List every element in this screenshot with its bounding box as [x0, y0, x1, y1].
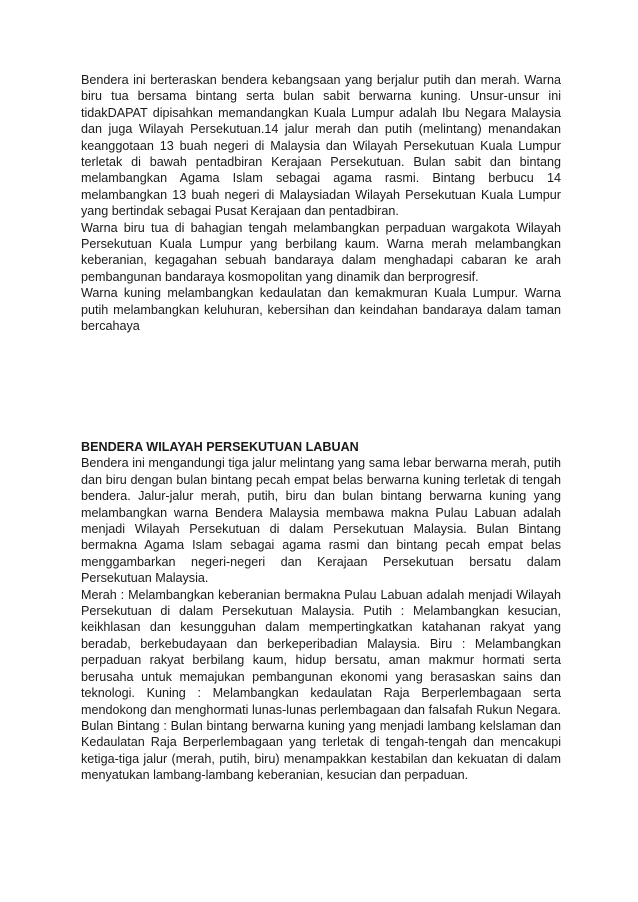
body-paragraph: Warna kuning melambangkan kedaulatan dan kemakmuran Kuala Lumpur. Warna putih melambangkan keluhuran, kebersihan dan keindahan bandaraya dalam taman bercahaya [81, 286, 561, 334]
body-paragraph: Warna biru tua di bahagian tengah melambangkan perpaduan wargakota Wilayah Persekutuan Kuala Lumpur yang berbilang kaum. Warna merah melambangkan keberanian, kegagahan sebuah bandaraya dalam menghadapi cabaran ke arah pembangunan bandaraya kosmopolitan yang dinamik dan berprogresif. [81, 220, 561, 284]
body-paragraph: Bendera ini berteraskan bendera kebangsaan yang berjalur putih dan merah. Warna biru tua bersama bintang serta bulan sabit berwarna kuning. Unsur-unsur ini tidakDAPAT dipisahkan memandangkan Kuala Lumpur adalah Ibu Negara Malaysia dan juga Wilayah Persekutuan.14 jalur merah dan putih (melintang) menandakan keanggotaan 13 buah negeri di Malaysia dan Wilayah Persekutuan Kuala Lumpur terletak di bawah pentadbiran Kerajaan Persekutuan. Bulan sabit dan bintang melambangkan Agama Islam sebagai agama rasmi. Bintang berbucu 14 melambangkan 13 buah negeri di Malaysiadan Wilayah Persekutuan Kuala Lumpur yang bertindak sebagai Pusat Kerajaan dan pentadbiran. [81, 73, 561, 219]
section-heading: BENDERA WILAYAH PERSEKUTUAN LABUAN [81, 440, 359, 454]
labuan-flag-section [81, 439, 561, 784]
body-paragraph: Merah : Melambangkan keberanian bermakna Pulau Labuan adalah menjadi Wilayah Persekutuan di dalam Persekutuan Malaysia. Putih : Melambangkan kesucian, keikhlasan dan kesungguhan dalam mempertingkatkan katahanan rakyat yang beradab, berkebudayaan dan berkeperibadian Malaysia. Biru : Melambangkan perpaduan rakyat berbilang kaum, hidup bersatu, aman makmur hormati serta berusaha untuk memajukan pembangunan ekonomi yang berasaskan sains dan teknologi. Kuning : Melambangkan kedaulatan Raja Berperlembagaan serta mendokong dan menghormati lunas-lunas perlembagaan dan falsafah Rukun Negara. Bulan Bintang : Bulan bintang berwarna kuning yang menjadi lambang kelslaman dan Kedaulatan Raja Berperlembagaan yang terletak di tengah-tengah dan mencakupi ketiga-tiga jalur (merah, putih, biru) menampakkan kestabilan dan kekuatan di dalam menyatukan lambang-lambang keberanian, kesucian dan perpaduan. [81, 587, 561, 783]
kuala-lumpur-flag-section [81, 72, 561, 335]
body-paragraph: Bendera ini mengandungi tiga jalur melintang yang sama lebar berwarna merah, putih dan biru dengan bulan bintang pecah empat belas berwarna kuning terletak di tengah bendera. Jalur-jalur merah, putih, biru dan bulan bintang berwarna kuning yang melambangkan warna Bendera Malaysia membawa makna Pulau Labuan adalah menjadi Wilayah Persekutuan di dalam Persekutuan Malaysia. Bulan Bintang bermakna Agama Islam sebagai agama rasmi dan bintang pecah empat belas menggambarkan negeri-negeri dan Kerajaan Persekutuan bersatu dalam Persekutuan Malaysia. [81, 456, 561, 586]
